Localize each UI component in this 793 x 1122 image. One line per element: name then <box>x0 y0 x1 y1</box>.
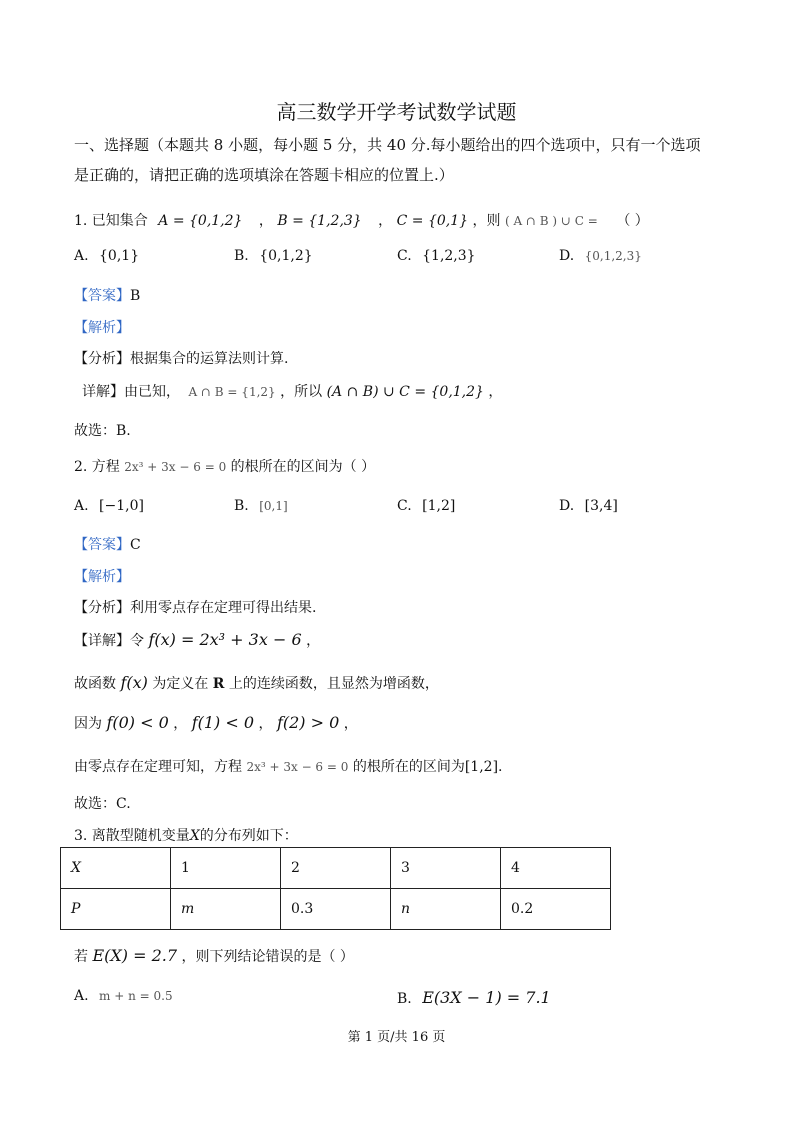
q3-condition <box>74 946 354 966</box>
q3-var: X <box>189 828 200 844</box>
q2-option-c-math: [1,2] <box>422 498 456 514</box>
q2-option-d[interactable] <box>559 498 618 514</box>
table-cell: X <box>61 848 171 889</box>
q2-option-d-letter: D. <box>559 498 575 514</box>
table-cell: m <box>171 889 281 930</box>
q2-equation: 2x³ + 3x − 6 = 0 <box>124 460 227 474</box>
table-cell: 0.2 <box>501 889 611 930</box>
q2-option-a-math: [−1,0] <box>99 498 144 514</box>
section-heading-line1: 一、选择题（本题共 8 小题，每小题 5 分，共 40 分.每小题给出的四个选项中，只有一个选项 <box>74 136 701 154</box>
table-cell: 3 <box>391 848 501 889</box>
q2-suffix: 的根所在的区间为（ ） <box>230 459 376 475</box>
q3-option-b[interactable] <box>397 988 551 1007</box>
q2-option-b[interactable] <box>234 498 288 514</box>
q2-conc-int: [1,2] <box>464 759 499 775</box>
q2-sep3: ， <box>343 716 358 732</box>
page-title: 高三数学开学考试数学试题 <box>276 100 517 124</box>
q1-detail <box>82 381 502 401</box>
q1-expr: ( A ∩ B ) ∪ C = <box>504 214 598 228</box>
distribution-table <box>60 847 611 930</box>
q2-conc-end: . <box>498 759 503 775</box>
q1-option-b[interactable] <box>234 248 313 264</box>
q1-fenxi: 【分析】根据集合的运算法则计算. <box>74 351 289 367</box>
table-cell: 1 <box>171 848 281 889</box>
q3-cond-a: 若 <box>74 949 88 965</box>
q1-set-c: C = {0,1} <box>396 213 469 229</box>
q2-fenxi: 【分析】利用零点存在定理可得出结果. <box>74 600 317 616</box>
q3-cond-expr: E(X) = 2.7 <box>92 946 178 965</box>
q1-then: ，则 <box>472 213 501 229</box>
q2-conc-eq: 2x³ + 3x − 6 = 0 <box>246 760 349 774</box>
q2-option-c[interactable] <box>397 498 455 514</box>
q2-option-d-math: [3,4] <box>584 498 618 514</box>
table-cell: 0.3 <box>281 889 391 930</box>
q2-function-line <box>74 673 439 693</box>
q1-set-a: A = {0,1,2} <box>158 213 243 229</box>
q1-option-c[interactable] <box>397 248 476 264</box>
q1-option-d[interactable] <box>559 248 642 264</box>
q2-choice: 故选：C. <box>74 796 131 812</box>
q2-answer <box>74 534 141 554</box>
q1-option-c-math: {1,2,3} <box>422 248 476 264</box>
q2-detail-end: ， <box>306 633 321 649</box>
table-row <box>61 889 611 930</box>
q2-func-b: 为定义在 <box>152 676 209 692</box>
q1-set-b: B = {1,2,3} <box>277 213 362 229</box>
q1-prefix: 1. 已知集合 <box>74 213 148 229</box>
table-cell: n <box>391 889 501 930</box>
q2-option-b-letter: B. <box>234 498 249 514</box>
q2-detail <box>74 630 320 650</box>
q1-option-a-letter: A. <box>74 248 89 264</box>
table-cell: 4 <box>501 848 611 889</box>
q1-option-d-math: {0,1,2,3} <box>584 249 642 263</box>
q3-option-a-math: m + n = 0.5 <box>99 989 173 1003</box>
q1-paren: （ ） <box>616 213 649 229</box>
q1-detail-prefix: 详解】由已知， <box>82 384 180 400</box>
q1-analysis-tag: 【解析】 <box>74 320 130 336</box>
q2-conclusion <box>74 756 503 776</box>
q1-option-b-letter: B. <box>234 248 249 264</box>
q2-detail-prefix: 【详解】令 <box>74 633 144 649</box>
q2-sep2: ， <box>258 716 273 732</box>
q3-stem <box>74 825 298 845</box>
q1-stem: 1. 已知集合 A = {0,1,2} ， B = {1,2,3} ， C = {0,1} ，则 ( A ∩ B ) ∪ C = （ ） <box>74 213 649 229</box>
q3-suffix: 的分布列如下： <box>199 828 298 844</box>
q1-answer-tag: 【答案】 <box>74 288 130 304</box>
q3-option-a-letter: A. <box>74 988 89 1004</box>
page-footer: 第 1 页/共 16 页 <box>347 1030 446 1045</box>
q2-vals-a: 因为 <box>74 716 102 732</box>
q2-values-line <box>74 713 358 733</box>
section-heading-line2: 是正确的，请把正确的选项填涂在答题卡相应的位置上.） <box>74 166 454 184</box>
q2-answer-tag: 【答案】 <box>74 537 130 553</box>
q2-answer-value: C <box>130 537 141 553</box>
table-cell: P <box>61 889 171 930</box>
q3-option-b-letter: B. <box>397 991 412 1007</box>
q1-choice: 故选：B. <box>74 423 131 439</box>
q2-option-a[interactable] <box>74 498 144 514</box>
q1-detail-result: (A ∩ B) ∪ C = {0,1,2} <box>326 384 484 400</box>
q1-option-d-letter: D. <box>559 248 575 264</box>
q1-option-a[interactable] <box>74 248 139 264</box>
q2-option-a-letter: A. <box>74 498 89 514</box>
q1-detail-mid: ，所以 <box>280 384 323 400</box>
section-heading <box>74 130 724 190</box>
q2-func-c: 上的连续函数，且显然为增函数， <box>228 676 439 692</box>
q3-option-a[interactable] <box>74 988 173 1004</box>
q1-option-c-letter: C. <box>397 248 412 264</box>
q2-prefix: 2. 方程 <box>74 459 120 475</box>
q2-val2: f(1) < 0 <box>191 713 255 732</box>
q1-answer <box>74 285 140 305</box>
q2-func-a: 故函数 <box>74 676 116 692</box>
q2-func-f: f(x) <box>120 673 148 692</box>
q2-conc-b: 的根所在的区间为 <box>352 759 465 775</box>
table-row <box>61 848 611 889</box>
q2-sep1: ， <box>173 716 188 732</box>
q2-val1: f(0) < 0 <box>106 713 169 732</box>
q2-val3: f(2) > 0 <box>276 713 340 732</box>
q2-conc-a: 由零点存在定理可知，方程 <box>74 759 242 775</box>
q2-analysis-tag: 【解析】 <box>74 569 130 585</box>
q1-option-b-math: {0,1,2} <box>259 248 313 264</box>
q2-func-R: R <box>212 676 225 692</box>
q2-option-c-letter: C. <box>397 498 412 514</box>
q1-option-a-math: {0,1} <box>99 248 140 264</box>
q1-answer-value: B <box>130 288 141 304</box>
q3-prefix: 3. 离散型随机变量 <box>74 828 190 844</box>
q3-option-b-math: E(3X − 1) = 7.1 <box>422 988 551 1007</box>
q2-detail-func: f(x) = 2x³ + 3x − 6 <box>148 630 302 649</box>
q2-option-b-math: [0,1] <box>259 499 288 513</box>
q2-stem <box>74 456 375 476</box>
table-cell: 2 <box>281 848 391 889</box>
q1-detail-end: ， <box>488 384 503 400</box>
q1-detail-inter: A ∩ B = {1,2} <box>188 385 276 399</box>
q3-cond-b: ，则下列结论错误的是（ ） <box>181 949 354 965</box>
